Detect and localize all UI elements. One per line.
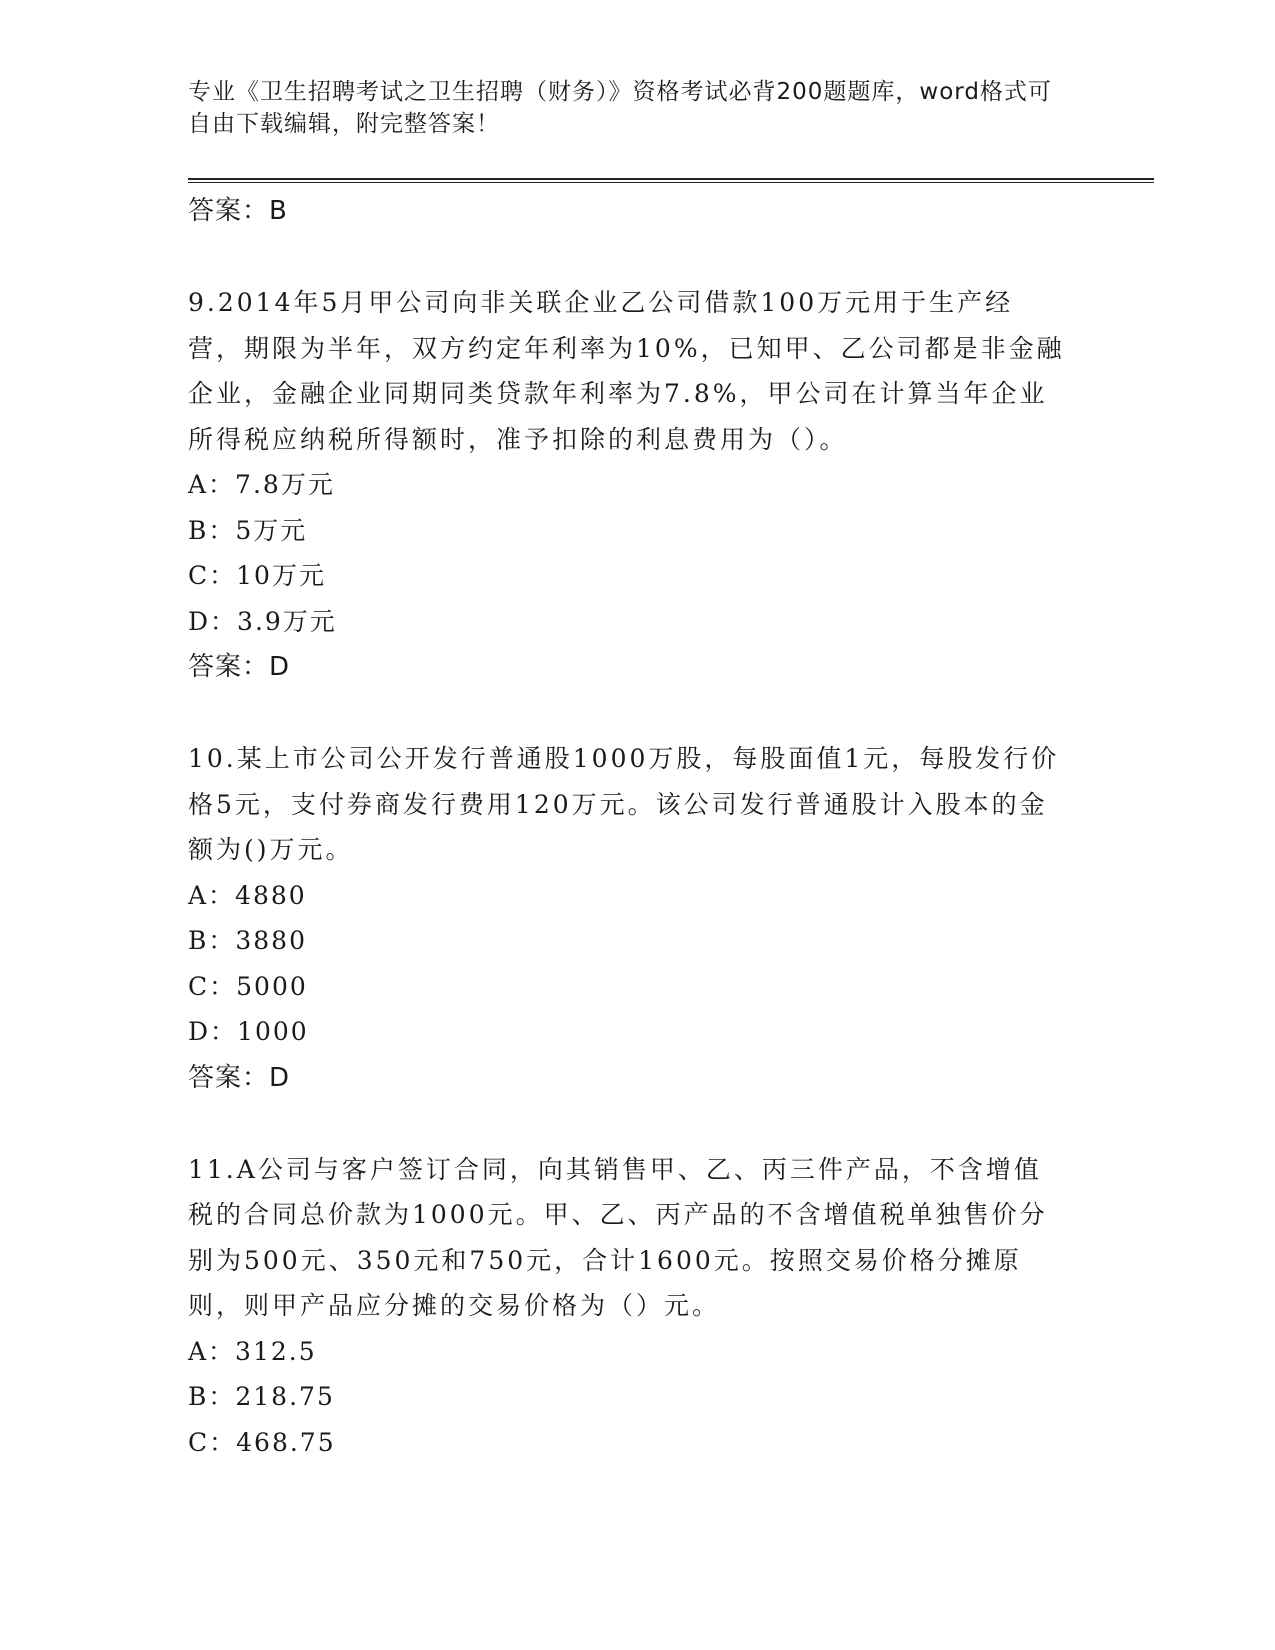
option-b: B：218.75 bbox=[188, 1382, 335, 1411]
answer-line: 答案：B bbox=[188, 196, 288, 226]
question-10 bbox=[188, 736, 1088, 1101]
option-d: D：3.9万元 bbox=[188, 606, 337, 636]
option-a: A：7.8万元 bbox=[188, 470, 335, 499]
option-a: A：4880 bbox=[188, 880, 307, 910]
question-11 bbox=[188, 1147, 1088, 1466]
header-rule bbox=[188, 178, 1154, 180]
question-stem: 11.A公司与客户签订合同，向其销售甲、乙、丙三件产品，不含增值税的合同总价款为1000元。甲、乙、丙产品的不含增值税单独售价分别为500元、350元和750元，合计1600元。按照交易价格分摊原则，则甲产品应分摊的交易价格为（）元。 bbox=[188, 1154, 1048, 1320]
answer-line: 答案：D bbox=[188, 1062, 291, 1093]
option-d: D：1000 bbox=[188, 1017, 309, 1046]
question-stem: 9.2014年5月甲公司向非关联企业乙公司借款100万元用于生产经营，期限为半年，双方约定年利率为10%，已知甲、乙公司都是非金融企业，金融企业同期同类贷款年利率为7.8%，甲公司在计算当年企业所得税应纳税所得额时，准予扣除的利息费用为（）。 bbox=[188, 288, 1065, 454]
option-c: C：5000 bbox=[188, 971, 308, 1001]
option-c: C：10万元 bbox=[188, 561, 326, 590]
header-rule-thin bbox=[188, 182, 1154, 183]
question-list bbox=[188, 188, 1088, 1465]
option-b: B：5万元 bbox=[188, 515, 308, 545]
answer-line: 答案：D bbox=[188, 652, 291, 682]
option-a: A：312.5 bbox=[188, 1336, 317, 1366]
option-c: C：468.75 bbox=[188, 1427, 336, 1457]
question-stem: 10.某上市公司公开发行普通股1000万股，每股面值1元，每股发行价格5元，支付券商发行费用120万元。该公司发行普通股计入股本的金额为()万元。 bbox=[188, 744, 1060, 864]
option-b: B：3880 bbox=[188, 926, 307, 955]
document-header: 专业《卫生招聘考试之卫生招聘（财务）》资格考试必背200题题库，word格式可自由下载编辑，附完整答案！ bbox=[188, 79, 1052, 137]
question-9 bbox=[188, 280, 1088, 690]
